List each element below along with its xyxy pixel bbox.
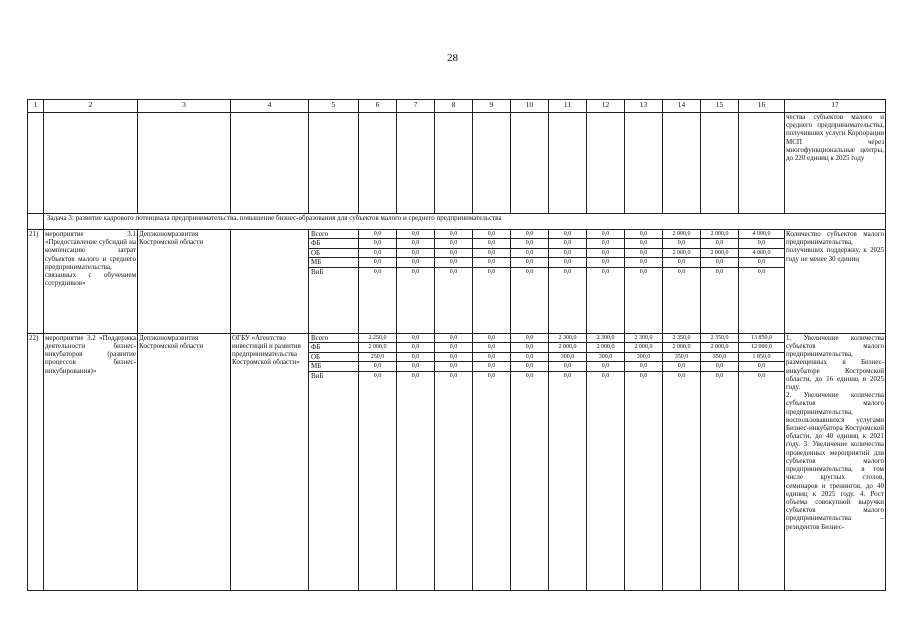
value-cell: 0,0 [473, 258, 510, 268]
result-text: 2. Увеличение количества субъектов малого предпринимательства, воспользовавшихся услугами Бизнес-инкубатора Костромской области, до 40 единиц к 2021 году. 3. Увеличение количества проведенных мероприятий для субъектов малого предпринимательства, в том числе круглых столов, семинаров и тренингов, до 40 единиц к 2025 году. 4. Рост объема совокупной выручки субъектов малого предпринимательства – резидентов Бизнес- [786, 391, 884, 531]
value-cell: 0,0 [511, 258, 548, 268]
value-cell: 2 000,0 [359, 343, 396, 353]
value-cell: 0,0 [639, 268, 648, 275]
header-cell: 8 [435, 100, 473, 113]
value-cell: 0,0 [397, 343, 434, 353]
value-cell: 2 000,0 [701, 230, 738, 239]
value-column [549, 229, 587, 333]
header-cell: 4 [231, 100, 309, 113]
value-column [701, 333, 739, 590]
header-cell: 7 [397, 100, 435, 113]
value-cell: 2 300,0 [549, 334, 586, 343]
value-cell: 300,0 [625, 352, 662, 362]
value-cell: 0,0 [677, 268, 686, 275]
value-cell: 2 000,0 [701, 248, 738, 258]
funding-source-label: ОБ [309, 352, 358, 362]
value-cell: 0,0 [715, 268, 724, 275]
value-cell: 0,0 [397, 334, 434, 343]
value-column [473, 229, 511, 333]
value-cell: 0,0 [473, 334, 510, 343]
funding-source-label: ФБ [309, 239, 358, 249]
value-cell: 13 850,0 [739, 334, 784, 343]
value-cell: 0,0 [397, 258, 434, 268]
value-column [701, 229, 739, 333]
value-cell: 0,0 [397, 248, 434, 258]
value-cell: 0,0 [525, 372, 534, 379]
value-cell: 2 250,0 [359, 334, 396, 343]
value-cell: 0,0 [359, 258, 396, 268]
header-row [28, 100, 886, 113]
value-cell: 0,0 [511, 239, 548, 249]
value-cell: 300,0 [587, 352, 624, 362]
header-cell: 9 [473, 100, 511, 113]
measure-name: мероприятие 3.2 «Поддержка деятельности бизнес-инкубаторов (развитие процессов бизнес-инкубирования)» [44, 333, 138, 590]
value-cell: 0,0 [473, 239, 510, 249]
value-cell: 0,0 [701, 239, 738, 249]
value-cell: 4 000,0 [739, 248, 784, 258]
value-cell: 0,0 [549, 248, 586, 258]
header-cell: 3 [138, 100, 231, 113]
funding-source-label: ФБ [309, 343, 358, 353]
page-number: 28 [447, 52, 458, 64]
value-cell: 0,0 [563, 268, 572, 275]
header-cell: 14 [663, 100, 701, 113]
value-column [435, 333, 473, 590]
value-cell: 0,0 [359, 230, 396, 239]
value-column [435, 229, 473, 333]
result-cell: чества субъектов малого и среднего предпринимательства, получивших услуги Корпорации МСП через многофункциональные центры, до 220 единиц к 2025 году [785, 112, 886, 213]
executor: Депэкономразвития Костромской области [138, 333, 231, 590]
value-cell: 0,0 [487, 372, 496, 379]
value-cell: 0,0 [757, 372, 766, 379]
value-cell: 0,0 [625, 362, 662, 372]
value-cell: 0,0 [511, 362, 548, 372]
value-cell: 2 000,0 [587, 343, 624, 353]
header-cell: 15 [701, 100, 739, 113]
table-row [28, 229, 886, 333]
value-cell: 2 000,0 [549, 343, 586, 353]
value-column [511, 229, 549, 333]
value-cell: 0,0 [715, 372, 724, 379]
funding-source-label: МБ [309, 258, 358, 268]
header-cell: 10 [511, 100, 549, 113]
value-cell: 2 000,0 [663, 230, 700, 239]
value-cell: 250,0 [359, 352, 396, 362]
value-column [359, 333, 397, 590]
value-cell: 4 000,0 [739, 230, 784, 239]
value-cell: 0,0 [473, 362, 510, 372]
value-cell: 0,0 [625, 248, 662, 258]
value-column [359, 229, 397, 333]
value-cell: 0,0 [473, 343, 510, 353]
value-cell: 0,0 [359, 239, 396, 249]
value-column [739, 229, 785, 333]
value-column [663, 333, 701, 590]
value-cell: 0,0 [549, 258, 586, 268]
value-cell: 0,0 [587, 258, 624, 268]
value-cell: 350,0 [663, 352, 700, 362]
header-cell: 13 [625, 100, 663, 113]
value-cell: 0,0 [511, 230, 548, 239]
value-cell: 0,0 [397, 362, 434, 372]
value-cell: 2 000,0 [701, 343, 738, 353]
value-cell: 0,0 [563, 372, 572, 379]
value-column [739, 333, 785, 590]
value-cell: 1 850,0 [739, 352, 784, 362]
result-cell [785, 333, 886, 590]
value-column [473, 333, 511, 590]
value-cell: 0,0 [587, 230, 624, 239]
value-column [663, 229, 701, 333]
value-cell: 0,0 [435, 239, 472, 249]
value-cell: 0,0 [625, 258, 662, 268]
result-cell: Количество субъектов малого предпринимательства, получивших поддержку, к 2025 году не менее 30 единиц [785, 229, 886, 333]
value-cell: 0,0 [639, 372, 648, 379]
value-cell: 2 000,0 [663, 343, 700, 353]
value-cell: 0,0 [549, 230, 586, 239]
value-cell: 350,0 [701, 352, 738, 362]
value-cell: 0,0 [587, 248, 624, 258]
header-cell: 5 [309, 100, 359, 113]
task-row [28, 214, 886, 230]
value-cell: 0,0 [701, 362, 738, 372]
header-cell: 16 [739, 100, 785, 113]
value-column [625, 333, 663, 590]
program-table [27, 99, 886, 591]
value-cell: 0,0 [511, 352, 548, 362]
value-cell: 0,0 [663, 258, 700, 268]
continued-row [28, 112, 886, 213]
value-cell: 2 350,0 [701, 334, 738, 343]
row-number: 21) [28, 229, 44, 333]
value-cell: 0,0 [373, 372, 382, 379]
value-cell: 0,0 [359, 248, 396, 258]
value-cell: 0,0 [587, 239, 624, 249]
partner: ОГБУ «Агентство инвестиций и развития предпринимательства Костромской области» [231, 333, 309, 590]
value-cell: 300,0 [549, 352, 586, 362]
value-cell: 0,0 [435, 343, 472, 353]
task-heading: Задача 3: развитие кадрового потенциала предпринимательства, повышение бизнес-образования для субъектов малого и среднего предпринимательства [44, 214, 886, 230]
value-column [511, 333, 549, 590]
value-cell: 0,0 [587, 362, 624, 372]
value-cell: 0,0 [397, 230, 434, 239]
value-cell: 0,0 [511, 248, 548, 258]
value-cell: 0,0 [473, 230, 510, 239]
value-cell: 0,0 [549, 239, 586, 249]
value-cell: 0,0 [677, 372, 686, 379]
value-cell: 0,0 [473, 248, 510, 258]
value-cell: 0,0 [525, 268, 534, 275]
row-number: 22) [28, 333, 44, 590]
value-cell: 0,0 [435, 334, 472, 343]
value-cell: 0,0 [449, 372, 458, 379]
executor: Депэкономразвития Костромской области [138, 229, 231, 333]
value-cell: 0,0 [663, 239, 700, 249]
value-cell: 0,0 [511, 343, 548, 353]
value-cell: 0,0 [739, 239, 784, 249]
value-cell: 0,0 [473, 352, 510, 362]
value-cell: 0,0 [487, 268, 496, 275]
value-column [397, 333, 435, 590]
value-cell: 2 000,0 [663, 248, 700, 258]
funding-source-label: МБ [309, 362, 358, 372]
value-cell: 0,0 [397, 239, 434, 249]
header-cell: 12 [587, 100, 625, 113]
value-cell: 0,0 [625, 230, 662, 239]
value-cell: 2 300,0 [587, 334, 624, 343]
header-cell: 2 [44, 100, 138, 113]
header-cell: 11 [549, 100, 587, 113]
value-cell: 0,0 [373, 268, 382, 275]
value-column [549, 333, 587, 590]
funding-source-cell [309, 333, 359, 590]
header-cell: 17 [785, 100, 886, 113]
result-text: 1. Увеличение количества субъектов малого предпринимательства, размещенных в Бизнес-инкубаторе Костромской области, до 16 единиц в 2025 году. [786, 333, 884, 392]
value-cell: 0,0 [601, 372, 610, 379]
value-cell: 12 000,0 [739, 343, 784, 353]
header-cell: 1 [28, 100, 44, 113]
funding-source-cell [309, 229, 359, 333]
funding-source-label: ВнБ [311, 371, 324, 380]
value-cell: 0,0 [435, 248, 472, 258]
value-cell: 0,0 [739, 362, 784, 372]
value-cell: 2 300,0 [625, 334, 662, 343]
value-cell: 0,0 [549, 362, 586, 372]
header-cell: 6 [359, 100, 397, 113]
value-cell: 0,0 [435, 362, 472, 372]
value-cell: 0,0 [511, 334, 548, 343]
value-cell: 0,0 [435, 230, 472, 239]
value-cell: 2 350,0 [663, 334, 700, 343]
partner [231, 229, 309, 333]
value-column [397, 229, 435, 333]
value-cell: 0,0 [739, 258, 784, 268]
value-cell: 0,0 [411, 372, 420, 379]
value-cell: 0,0 [757, 268, 766, 275]
value-cell: 0,0 [359, 362, 396, 372]
funding-source-label: ОБ [309, 248, 358, 258]
value-cell: 0,0 [435, 352, 472, 362]
value-cell: 0,0 [435, 258, 472, 268]
measure-name: мероприятие 3.1 «Предоставление субсидий на компенсацию затрат субъектов малого и среднего предпринимательства, связанных с обучением сотрудников» [44, 229, 138, 333]
value-cell: 2 000,0 [625, 343, 662, 353]
value-cell: 0,0 [663, 362, 700, 372]
funding-source-label: Всего [309, 230, 358, 239]
value-cell: 0,0 [601, 268, 610, 275]
value-cell: 0,0 [449, 268, 458, 275]
value-cell: 0,0 [411, 268, 420, 275]
value-column [587, 229, 625, 333]
funding-source-label: Всего [309, 334, 358, 343]
funding-source-label: ВнБ [311, 267, 324, 276]
value-column [625, 229, 663, 333]
table-row [28, 333, 886, 590]
value-cell: 0,0 [397, 352, 434, 362]
value-cell: 0,0 [701, 258, 738, 268]
value-cell: 0,0 [625, 239, 662, 249]
value-column [587, 333, 625, 590]
